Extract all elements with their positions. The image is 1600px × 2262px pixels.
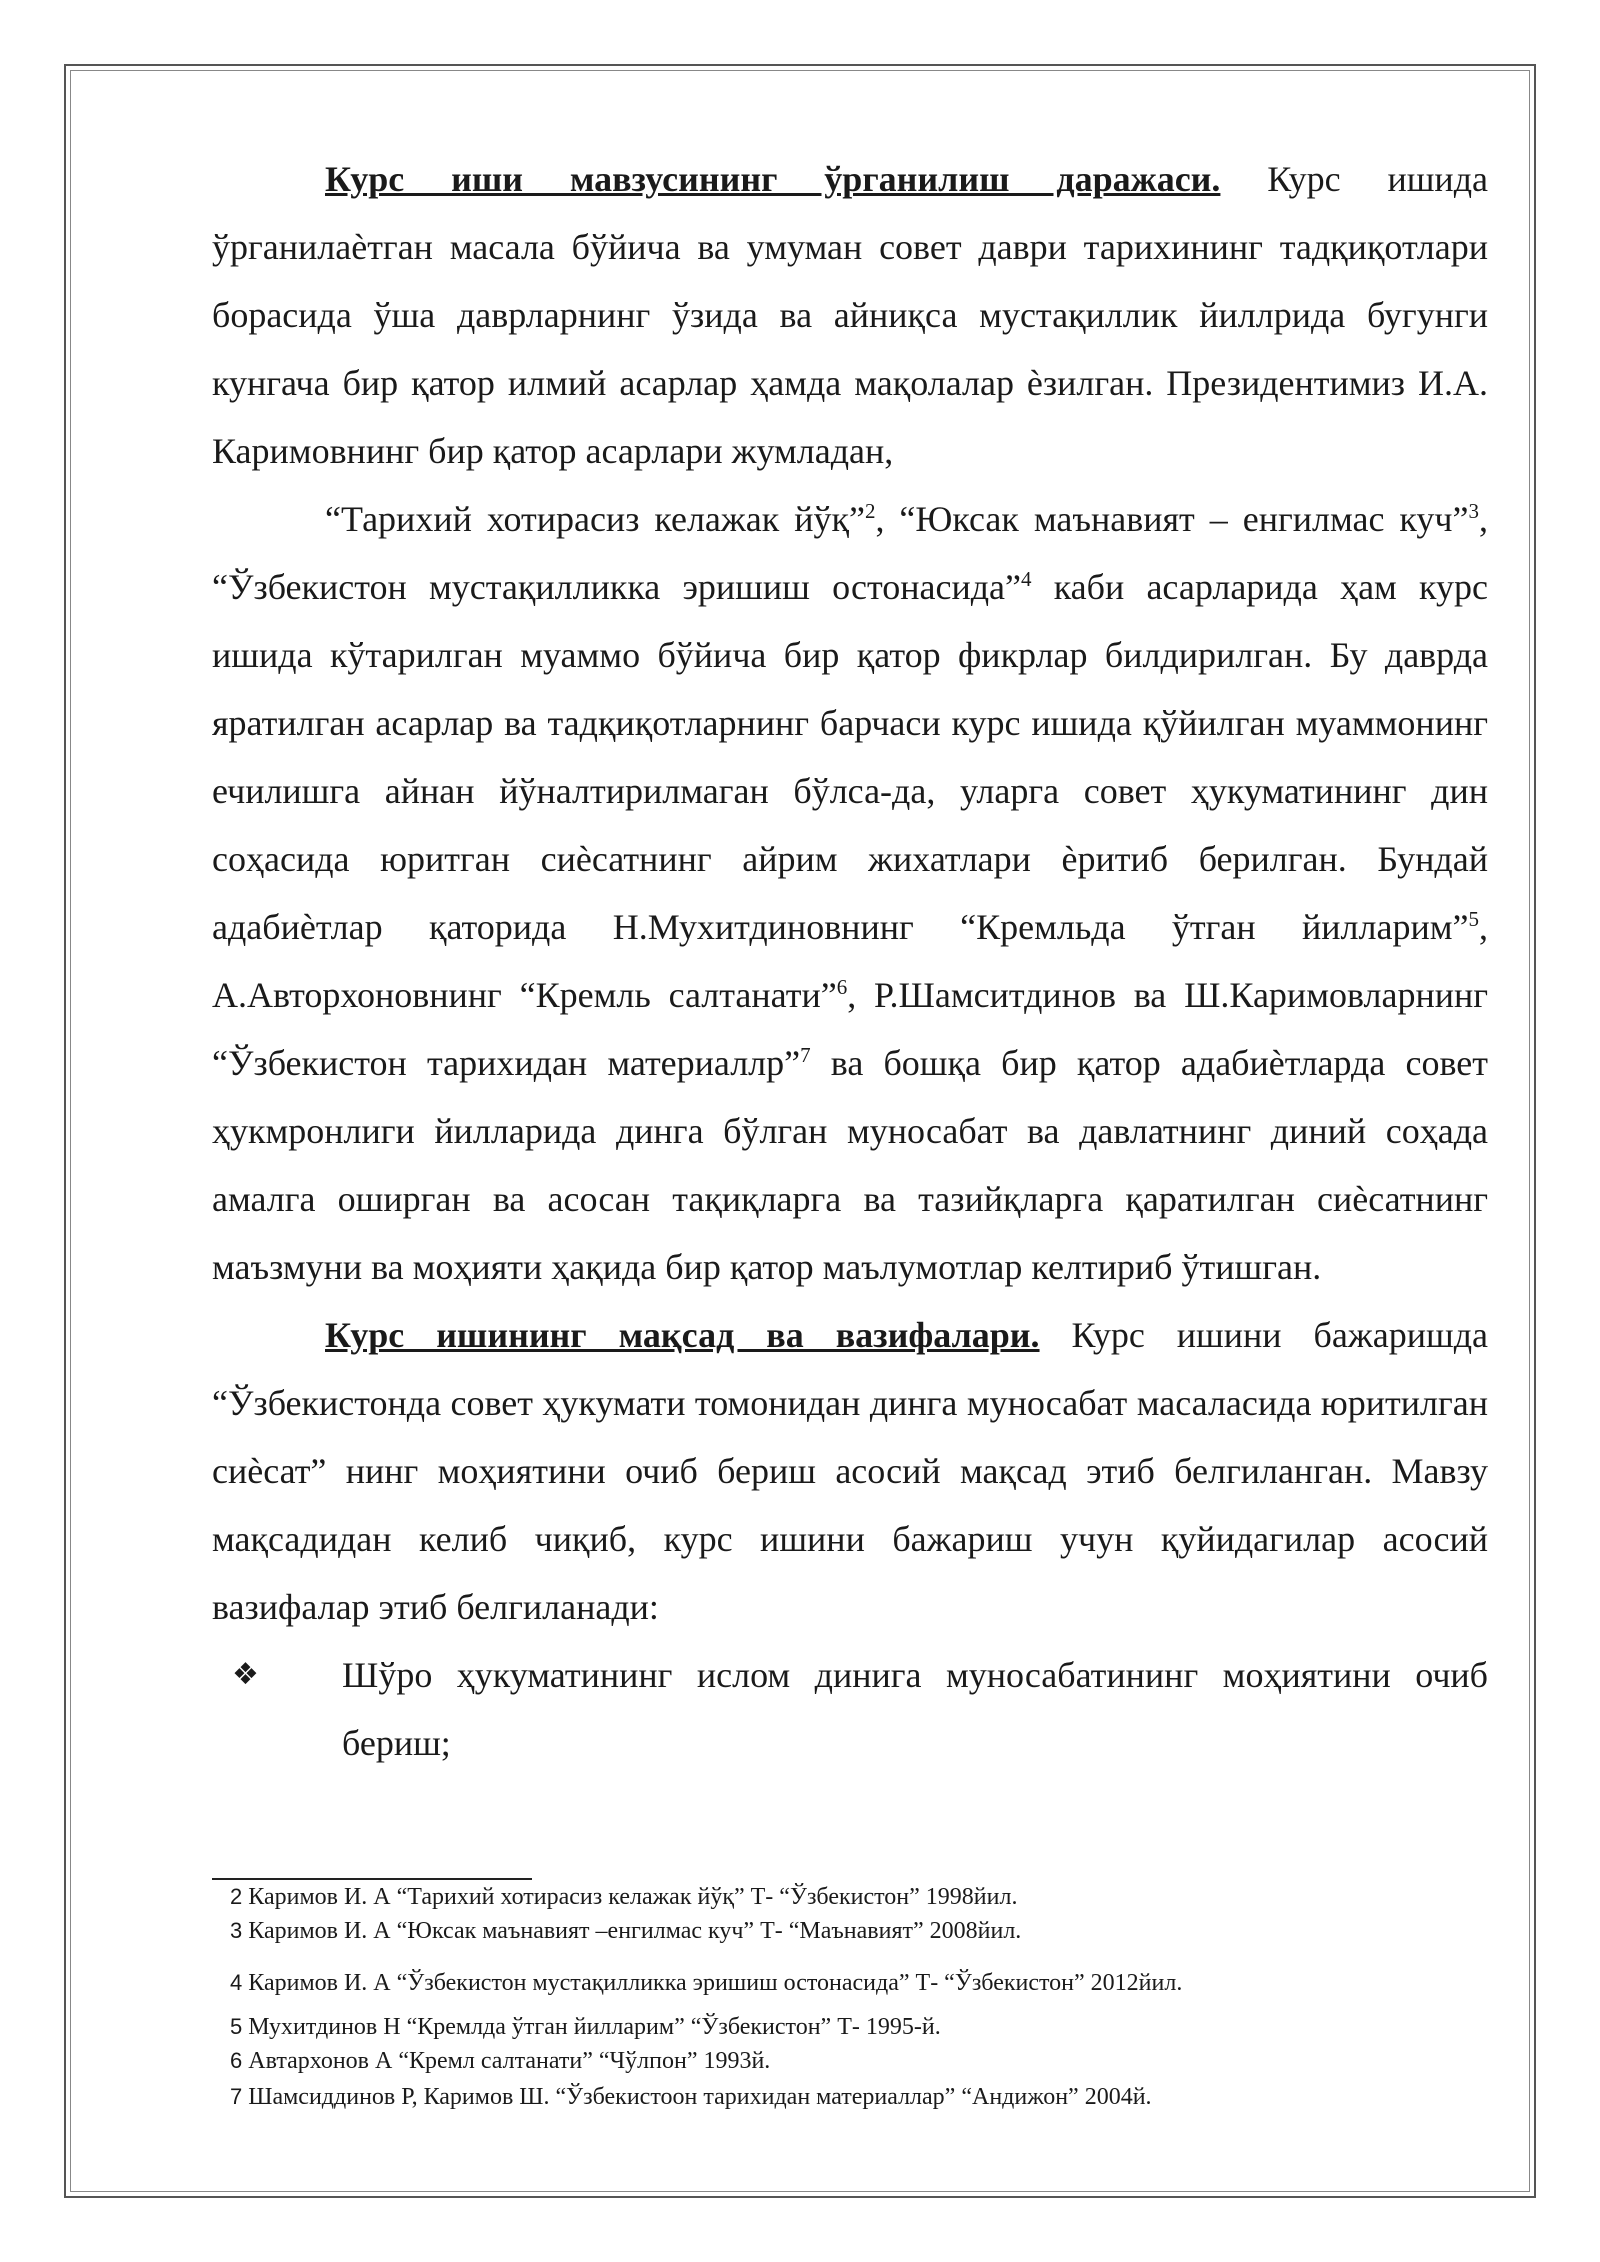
- footnote-text: Каримов И. А “Юксак маънавият –енгилмас куч” Т- “Маънавият” 2008йил.: [248, 1918, 1022, 1944]
- footnote-text: Шамсиддинов Р, Каримов Ш. “Ўзбекистоон тарихидан материаллар” “Андижон” 2004й.: [248, 2084, 1152, 2110]
- footnote: [230, 1882, 1480, 1912]
- footnote: [230, 1916, 1480, 1946]
- heading-study-level: Курс иши мавзусининг ўрганилиш даражаси.: [325, 159, 1221, 199]
- text-segment: каби асарларида ҳам курс ишида кўтарилган муаммо бўйича бир қатор фикрлар билдирилган. Бу даврда яратилган асарлар ва тадқиқотларнинг барчаси курс ишида қўйилган муаммонинг ечилишга айнан йўналтирилмаган бўлса-да, уларга совет ҳукуматининг дин соҳасида юритган сиѐсатнинг айрим жихатлари ѐритиб берилган. Бундай адабиѐтлар қаторида Н.Мухитдиновнинг “Кремльда ўтган йилларим”: [212, 567, 1489, 947]
- footnote-ref[interactable]: 6: [836, 975, 848, 999]
- footnote-number: 3: [230, 1918, 243, 1943]
- footnote-number: 2: [230, 1884, 243, 1909]
- text-segment: ва бошқа бир қатор адабиѐтларда совет ҳукмронлиги йилларида динга бўлган муносабат ва давлатнинг диний соҳада амалга оширган ва асосан тақиқларга ва тазийқларга қаратилган сиѐсатнинг маъзмуни ва моҳияти ҳақида бир қатор маълумотлар келтириб ўтишган.: [212, 1043, 1488, 1287]
- footnote: [230, 2012, 1480, 2042]
- footnote-text: Мухитдинов Н “Кремлда ўтган йилларим” “Ўзбекистон” Т- 1995-й.: [248, 2014, 941, 2040]
- bullet-text: Шўро ҳукуматининг ислом динига муносабатининг моҳиятини очиб бериш;: [342, 1655, 1488, 1763]
- footnote-ref[interactable]: 3: [1468, 499, 1479, 523]
- footnote-number: 5: [230, 2014, 243, 2039]
- text-segment: , “Юксак маънавият – енгилмас куч”: [875, 499, 1469, 539]
- paragraph-goals-text: Курс ишини бажаришда “Ўзбекистонда совет ҳукумати томонидан динга муносабат масаласида юритилган сиѐсат” нинг моҳиятини очиб бериш асосий мақсад этиб белгиланган. Мавзу мақсадидан келиб чиқиб, курс ишини бажариш учун қуйидагилар асосий вазифалар этиб белгиланади:: [212, 1315, 1488, 1627]
- paragraph-study-level-text: Курс ишида ўрганилаѐтган масала бўйича ва умуман совет даври тарихининг тадқиқотлари борасида ўша даврларнинг ўзида ва айниқса мустақиллик йиллрида бугунги кунгача бир қатор илмий асарлар ҳамда мақолалар ѐзилган. Президентимиз И.А. Каримовнинг бир қатор асарлари жумладан,: [212, 159, 1488, 471]
- text-segment: , А.Авторхоновнинг “Кремль салтанати”: [212, 907, 1488, 1015]
- footnote-ref[interactable]: 5: [1468, 907, 1479, 931]
- text-segment: “Тарихий хотирасиз келажак йўқ”: [325, 499, 865, 539]
- footnote-text: Автархонов А “Кремл салтанати” “Чўлпон” 1993й.: [248, 2048, 771, 2074]
- footnotes: [230, 1882, 1480, 2112]
- footnote-number: 7: [230, 2084, 243, 2109]
- footnote-text: Каримов И. А “Тарихий хотирасиз келажак йўқ” Т- “Ўзбекистон” 1998йил.: [248, 1884, 1018, 1910]
- footnote-number: 4: [230, 1970, 243, 1995]
- text-segment: , “Ўзбекистон мустақилликка эришиш остонасида”: [212, 499, 1488, 607]
- footnote: [230, 1968, 1480, 1998]
- paragraph-goals: [212, 1301, 1488, 1641]
- footnote: [230, 2046, 1480, 2076]
- paragraph-study-level: [212, 145, 1488, 485]
- footnote-ref[interactable]: 2: [864, 499, 876, 523]
- document-body: [212, 145, 1488, 1777]
- heading-goals: Курс ишининг мақсад ва вазифалари.: [325, 1315, 1040, 1355]
- diamond-bullet-icon: ❖: [232, 1657, 259, 1692]
- footnote: [230, 2082, 1480, 2112]
- text-segment: , Р.Шамситдинов ва Ш.Каримовларнинг “Ўзбекистон тарихидан материаллр”: [212, 975, 1489, 1083]
- paragraph-literature: [212, 485, 1488, 1301]
- footnote-text: Каримов И. А “Ўзбекистон мустақилликка эришиш остонасида” Т- “Ўзбекистон” 2012йил.: [248, 1970, 1183, 1996]
- footnote-number: 6: [230, 2048, 243, 2073]
- footnote-ref[interactable]: 4: [1021, 567, 1032, 591]
- bullet-item: [212, 1641, 1488, 1777]
- footnote-separator: [212, 1878, 532, 1880]
- footnote-ref[interactable]: 7: [800, 1043, 811, 1067]
